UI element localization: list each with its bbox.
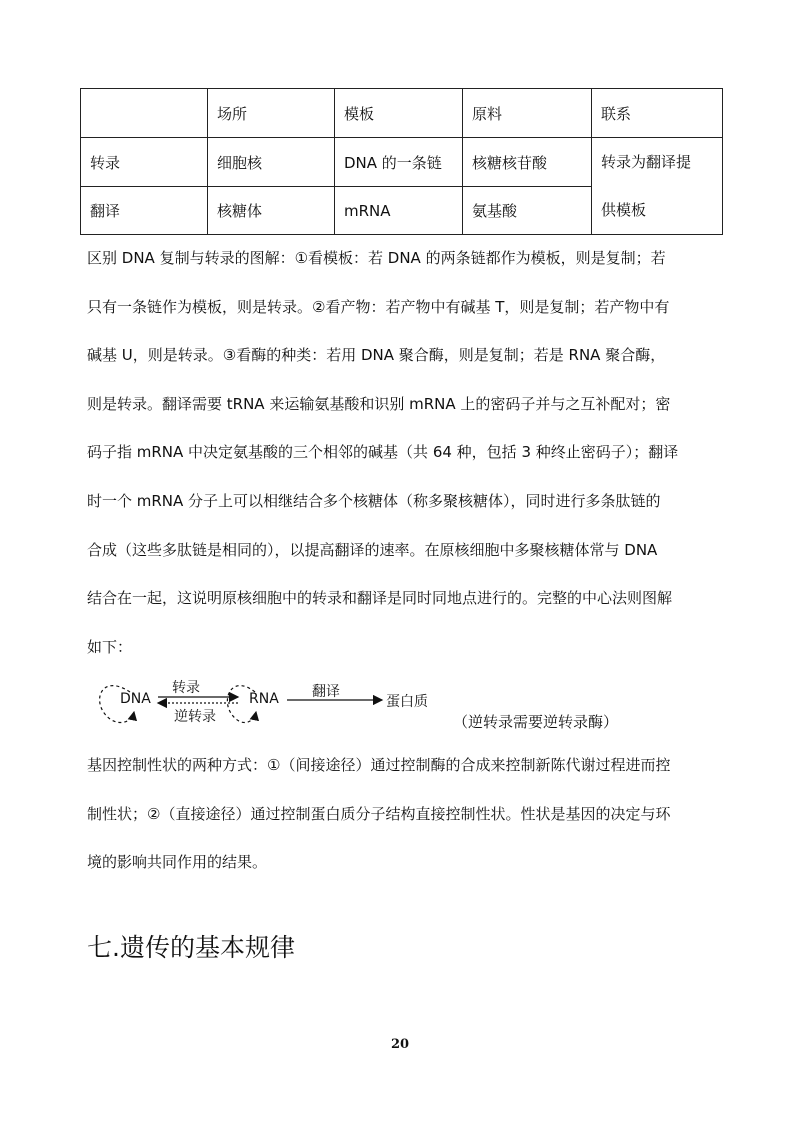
transcription-translation-table bbox=[80, 88, 723, 235]
table-row bbox=[81, 138, 723, 187]
table-header-row bbox=[81, 89, 723, 138]
central-dogma-arrows bbox=[90, 664, 630, 744]
table-cell: 核糖体 bbox=[208, 187, 335, 235]
table-cell: 核糖核苷酸 bbox=[463, 138, 592, 187]
protein-label: 蛋白质 bbox=[386, 694, 428, 710]
table-cell: 翻译 bbox=[81, 187, 208, 235]
relation-line: 供模板 bbox=[601, 201, 647, 219]
table-header-cell: 场所 bbox=[208, 89, 335, 138]
section-heading: 七.遗传的基本规律 bbox=[87, 933, 295, 962]
reverse-transcriptase-note: （逆转录需要逆转录酶） bbox=[453, 713, 619, 731]
transcription-label: 转录 bbox=[172, 680, 200, 696]
text-line: 合成（这些多肽链是相同的），以提高翻译的速率。在原核细胞中多聚核糖体常与 DNA bbox=[87, 540, 658, 559]
relation-line: 转录为翻译提 bbox=[601, 153, 692, 171]
text-line: 境的影响共同作用的结果。 bbox=[87, 853, 268, 872]
table-header-cell: 模板 bbox=[335, 89, 463, 138]
table-cell: 细胞核 bbox=[208, 138, 335, 187]
text-line: 只有一条链作为模板，则是转录。②看产物：若产物中有碱基 T，则是复制；若产物中有 bbox=[87, 297, 670, 316]
text-line: 区别 DNA 复制与转录的图解：①看模板：若 DNA 的两条链都作为模板，则是复制；若 bbox=[87, 249, 666, 267]
table-cell: 氨基酸 bbox=[463, 187, 592, 235]
text-line: 则是转录。翻译需要 tRNA 来运输氨基酸和识别 mRNA 上的密码子并与之互补配对；密 bbox=[87, 394, 671, 413]
text-line: 结合在一起，这说明原核细胞中的转录和翻译是同时同地点进行的。完整的中心法则图解 bbox=[87, 589, 673, 608]
rna-label: RNA bbox=[249, 691, 279, 707]
table-header-cell: 原料 bbox=[463, 89, 592, 138]
central-dogma-diagram bbox=[90, 664, 630, 744]
table-header-cell bbox=[81, 89, 208, 138]
paragraph-gene-control bbox=[87, 741, 727, 887]
text-line: 基因控制性状的两种方式：①（间接途径）通过控制酶的合成来控制新陈代谢过程进而控 bbox=[87, 756, 671, 774]
dna-label: DNA bbox=[120, 691, 151, 707]
paragraph-transcription bbox=[87, 234, 727, 671]
translation-label: 翻译 bbox=[312, 684, 340, 700]
table-cell: 转录 bbox=[81, 138, 208, 187]
table-cell-relation bbox=[592, 138, 723, 235]
table-cell: DNA 的一条链 bbox=[335, 138, 463, 187]
text-line: 如下： bbox=[87, 637, 133, 656]
table-header-cell: 联系 bbox=[592, 89, 723, 138]
text-line: 制性状；②（直接途径）通过控制蛋白质分子结构直接控制性状。性状是基因的决定与环 bbox=[87, 804, 671, 823]
page-number: 20 bbox=[390, 1037, 410, 1052]
table-cell: mRNA bbox=[335, 187, 463, 235]
text-line: 码子指 mRNA 中决定氨基酸的三个相邻的碱基（共 64 种，包括 3 种终止密码子）；翻译 bbox=[87, 443, 679, 462]
reverse-transcription-label: 逆转录 bbox=[174, 709, 216, 725]
text-line: 时一个 mRNA 分子上可以相继结合多个核糖体（称多聚核糖体），同时进行多条肽链的 bbox=[87, 491, 661, 510]
text-line: 碱基 U，则是转录。③看酶的种类：若用 DNA 聚合酶，则是复制；若是 RNA 聚合酶， bbox=[87, 346, 666, 365]
